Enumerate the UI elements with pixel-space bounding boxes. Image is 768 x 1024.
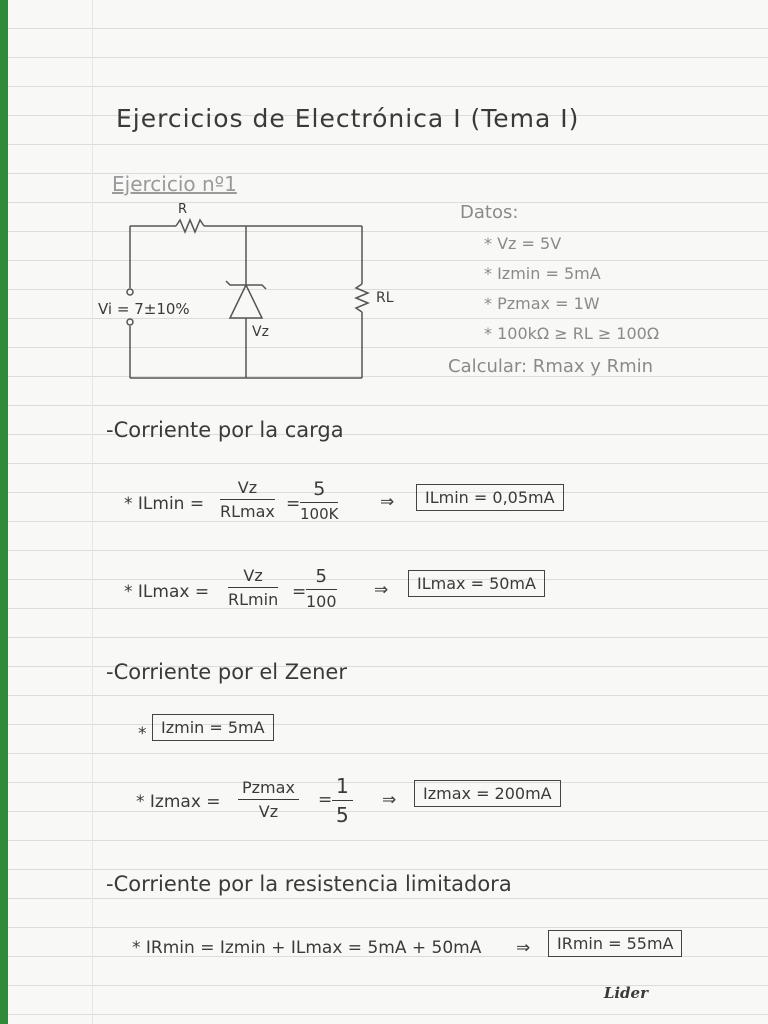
equals-sign: = — [292, 582, 307, 602]
result-box-irmin: IRmin = 55mA — [548, 930, 682, 957]
datos-heading: Datos: — [460, 202, 519, 223]
equals-sign: = — [318, 790, 333, 810]
bullet-star: * — [138, 724, 147, 744]
vi-label: Vi = 7±10% — [98, 300, 190, 318]
implies-arrow: ⇒ — [516, 938, 531, 958]
izmax-fraction-2 — [332, 774, 353, 827]
ilmin-lhs: * ILmin = — [124, 494, 205, 514]
fraction-denominator: RLmax — [220, 502, 275, 521]
rl-label: RL — [376, 290, 394, 306]
implies-arrow: ⇒ — [382, 790, 397, 810]
dato-item: * 100kΩ ≥ RL ≥ 100Ω — [484, 324, 660, 343]
section-heading-carga: -Corriente por la carga — [106, 418, 344, 442]
fraction-numerator: 1 — [332, 774, 353, 801]
vz-label: Vz — [252, 324, 269, 340]
fraction-denominator: 100K — [300, 505, 339, 523]
ilmin-fraction-2 — [300, 478, 338, 523]
result-box-ilmin: ILmin = 0,05mA — [416, 484, 564, 511]
ilmax-fraction-1 — [228, 566, 278, 609]
fraction-denominator: 100 — [306, 592, 337, 611]
ilmax-lhs: * ILmax = — [124, 582, 210, 602]
notebook-page — [8, 0, 768, 1024]
ilmax-fraction-2 — [306, 566, 337, 611]
result-box-ilmax: ILmax = 50mA — [408, 570, 545, 597]
fraction-denominator: Vz — [258, 802, 279, 821]
resistor-rl-symbol — [356, 284, 368, 312]
dato-item: * Vz = 5V — [484, 234, 562, 253]
fraction-numerator: Pzmax — [238, 778, 299, 800]
section-heading-limitadora: -Corriente por la resistencia limitadora — [106, 872, 512, 896]
implies-arrow: ⇒ — [374, 580, 389, 600]
result-box-izmax: Izmax = 200mA — [414, 780, 561, 807]
calcular-line: Calcular: Rmax y Rmin — [448, 356, 654, 377]
section-heading-zener: -Corriente por el Zener — [106, 660, 347, 684]
result-box-izmin: Izmin = 5mA — [152, 714, 274, 741]
brand-logo: Lider — [603, 984, 648, 1002]
resistor-r-label: R — [178, 202, 188, 217]
page-title: Ejercicios de Electrónica I (Tema I) — [116, 104, 580, 133]
fraction-numerator: Vz — [220, 478, 275, 500]
zener-diode-symbol — [230, 285, 262, 318]
irmin-lhs: * IRmin = Izmin + ILmax = 5mA + 50mA — [132, 938, 482, 958]
resistor-r-symbol — [176, 220, 204, 232]
fraction-denominator: 5 — [336, 803, 349, 827]
exercise-heading: Ejercicio nº1 — [112, 172, 237, 196]
fraction-denominator: RLmin — [228, 590, 279, 609]
izmax-lhs: * Izmax = — [136, 792, 221, 812]
dato-item: * Pzmax = 1W — [484, 294, 600, 313]
implies-arrow: ⇒ — [380, 492, 395, 512]
ilmin-fraction-1 — [220, 478, 275, 521]
fraction-numerator: Vz — [228, 566, 278, 588]
fraction-numerator: 5 — [300, 478, 338, 503]
izmax-fraction-1 — [238, 778, 299, 821]
dato-item: * Izmin = 5mA — [484, 264, 601, 283]
equals-sign: = — [286, 494, 301, 514]
fraction-numerator: 5 — [306, 566, 337, 590]
